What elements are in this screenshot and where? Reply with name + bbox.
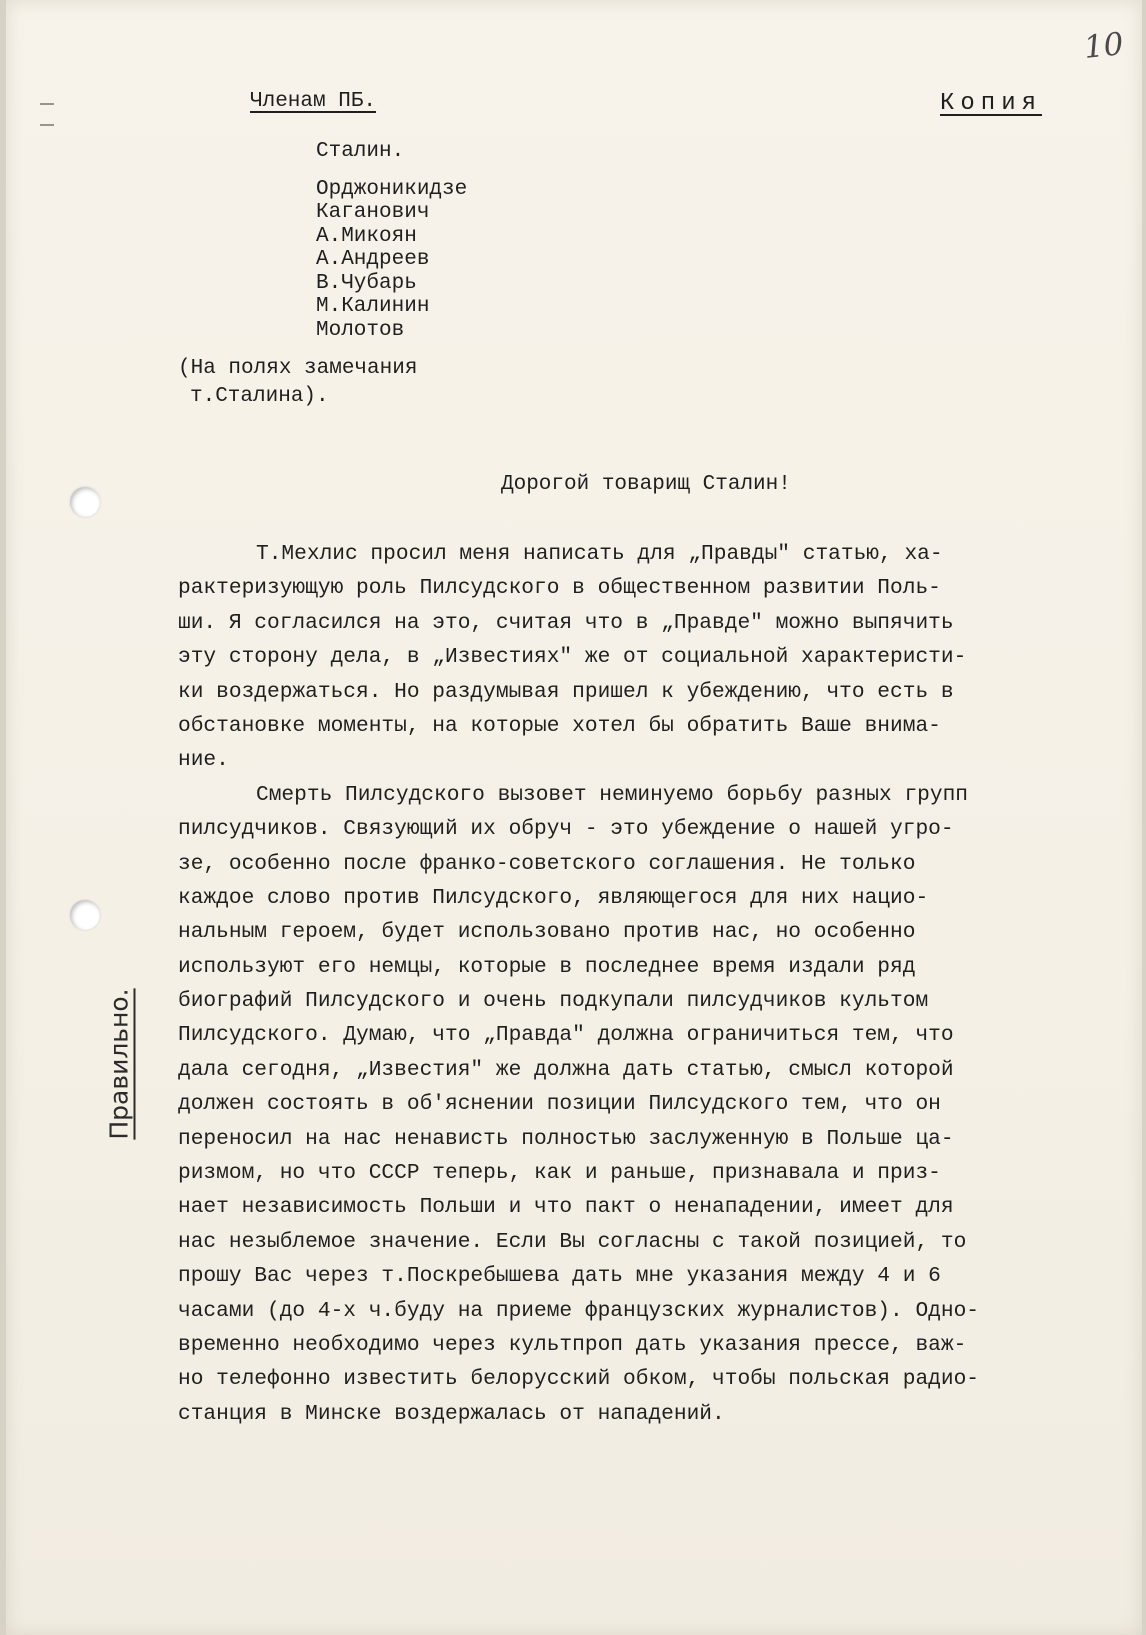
letter-body-line: зе, особенно после франко-советского соглашения. Не только	[178, 851, 916, 876]
letter-body-line: прошу Вас через т.Поскребышева дать мне указания между 4 и 6	[178, 1264, 941, 1289]
margin-remark-line: (На полях замечания	[178, 357, 418, 380]
letter-body-line: нальным героем, будет использовано против нас, но особенно	[178, 920, 916, 945]
letter-body-line: станция в Минске воздержалась от нападений.	[178, 1401, 725, 1426]
letter-body-line: каждое слово против Пилсудского, являющегося для них нацио-	[178, 885, 929, 910]
letter-body	[178, 537, 1138, 1431]
letter-body-line: обстановке моменты, на которые хотел бы обратить Ваше внима-	[178, 713, 941, 738]
letter-body-line: ризмом, но что СССР теперь, как и раньше, признавала и приз-	[178, 1161, 941, 1186]
margin-tick-mark	[40, 124, 54, 126]
punch-hole	[70, 900, 100, 930]
letter-body-line: используют его немцы, которые в последнее время издали ряд	[178, 954, 916, 979]
addressee-heading: Членам ПБ.	[250, 90, 377, 113]
margin-tick-mark	[40, 103, 54, 105]
letter-body-line: Пилсудского. Думаю, что „Правда" должна ограничиться тем, что	[178, 1023, 954, 1048]
member-name: А.Андреев	[316, 248, 430, 271]
member-name: Орджоникидзе	[316, 177, 468, 201]
punch-hole	[70, 487, 100, 517]
letter-body-line: переносил на нас ненависть полностью заслуженную в Польше ца-	[178, 1126, 954, 1151]
member-name: В.Чубарь	[316, 271, 417, 295]
handwritten-note-text: Правильно.	[104, 988, 134, 1140]
member-name: М.Калинин	[316, 295, 430, 318]
letter-body-line: дала сегодня, „Известия" же должна дать статью, смысл которой	[178, 1057, 954, 1082]
member-name: Молотов	[316, 318, 405, 342]
letter-body-line: эту сторону дела, в „Известиях" же от социальной характеристи-	[178, 645, 967, 670]
letter-body-line: нас незыблемое значение. Если Вы согласны с такой позицией, то	[178, 1229, 967, 1254]
document-page	[6, 0, 1142, 1635]
letter-body-line: ки воздержаться. Но раздумывая пришел к убеждению, что есть в	[178, 679, 954, 704]
page-number: 10	[1082, 26, 1126, 66]
letter-body-line: рактеризующую роль Пилсудского в общественном развитии Поль-	[178, 576, 941, 601]
letter-body-line: биографий Пилсудского и очень подкупали пилсудчиков культом	[178, 989, 929, 1014]
letter-body-line: ши. Я согласился на это, считая что в „Правде" можно выпячить	[178, 610, 954, 635]
letter-body-line: ние.	[178, 748, 229, 773]
letter-body-line: но телефонно известить белорусский обком, чтобы польская радио-	[178, 1367, 980, 1392]
salutation: Дорогой товарищ Сталин!	[501, 473, 791, 496]
member-name: А.Микоян	[316, 224, 417, 248]
letter-body-line: должен состоять в об'яснении позиции Пилсудского тем, что он	[178, 1092, 941, 1117]
letter-body-line: временно необходимо через культпроп дать указания прессе, важ-	[178, 1332, 967, 1357]
margin-remark-line: т.Сталина).	[190, 385, 329, 408]
margin-remark-note	[178, 355, 417, 411]
copy-mark: Копия	[940, 90, 1043, 117]
members-list	[316, 140, 467, 342]
member-name: Каганович	[316, 201, 430, 224]
letter-body-line: Смерть Пилсудского вызовет неминуемо борьбу разных групп	[256, 782, 969, 807]
letter-body-line: часами (до 4-х ч.буду на приеме французских журналистов). Одно-	[178, 1298, 980, 1323]
letter-body-line: пилсудчиков. Связующий их обруч - это убеждение о нашей угро-	[178, 817, 954, 842]
member-name: Сталин.	[316, 140, 405, 163]
letter-body-line: нает независимость Польши и что пакт о ненападении, имеет для	[178, 1195, 954, 1220]
letter-body-line: Т.Мехлис просил меня написать для „Правды" статью, ха-	[256, 542, 943, 566]
